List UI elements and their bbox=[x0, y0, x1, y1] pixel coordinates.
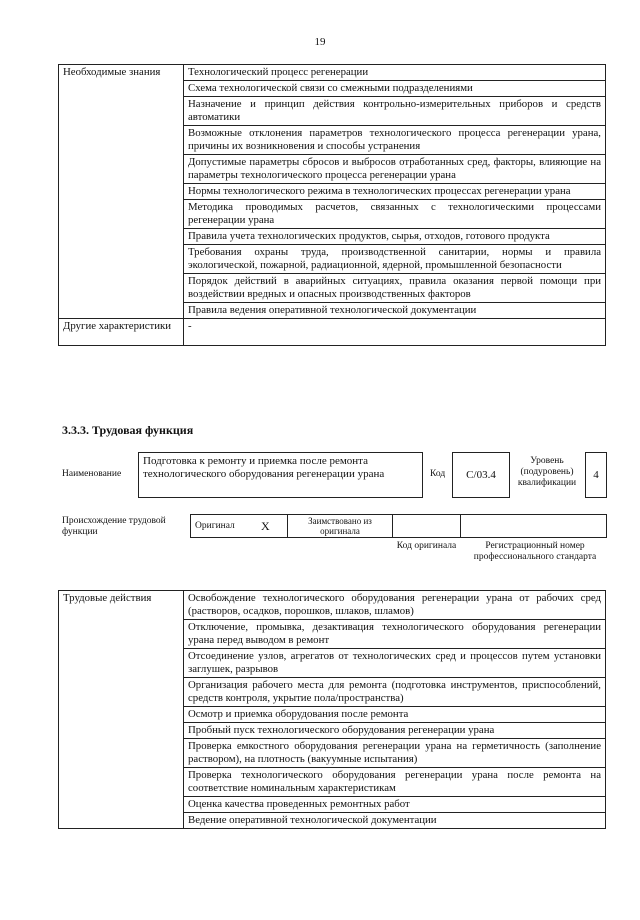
page-number: 19 bbox=[314, 36, 326, 48]
action-row-group-label: Трудовые действия bbox=[59, 591, 184, 829]
function-code: C/03.4 bbox=[452, 452, 510, 498]
knowledge-row-text: Схема технологической связи со смежными подразделениями bbox=[184, 81, 606, 97]
knowledge-row-text: Правила ведения оперативной технологической документации bbox=[184, 303, 606, 319]
actions-table bbox=[58, 590, 606, 829]
action-row-text: Освобождение технологического оборудования регенерации урана от рабочих сред (растворов, осадков, порошков, шлаков, шламов) bbox=[184, 591, 606, 620]
code-label: Код bbox=[430, 469, 446, 479]
knowledge-row-text: Методика проводимых расчетов, связанных с технологическими процессами регенерации урана bbox=[184, 200, 606, 229]
level-label: Уровень (подуровень) квалификации bbox=[517, 456, 577, 488]
action-row-text: Отсоединение узлов, агрегатов от технологических сред и процессов путем установки заглушек, разрывов bbox=[184, 649, 606, 678]
origin-original-cell bbox=[190, 514, 288, 538]
other-characteristics-row bbox=[59, 319, 606, 346]
section-heading: 3.3.3. Трудовая функция bbox=[62, 423, 194, 437]
original-mark: X bbox=[261, 519, 270, 533]
knowledge-row-text: Возможные отклонения параметров технологического процесса регенерации урана, причины их возникновения и способы устранения bbox=[184, 126, 606, 155]
code-caption: Код оригинала bbox=[396, 541, 457, 551]
level-value: 4 bbox=[585, 452, 607, 498]
knowledge-row bbox=[59, 65, 606, 81]
knowledge-row-text: Порядок действий в аварийных ситуациях, правила оказания первой помощи при воздействии вредных и опасных производственных факторов bbox=[184, 274, 606, 303]
action-row-text: Ведение оперативной технологической документации bbox=[184, 813, 606, 829]
name-label: Наименование bbox=[62, 469, 122, 479]
knowledge-row-text: Технологический процесс регенерации bbox=[184, 65, 606, 81]
knowledge-table bbox=[58, 64, 606, 346]
action-row-text: Проверка технологического оборудования регенерации урана после ремонта на соответствие номинальным характеристикам bbox=[184, 768, 606, 797]
original-code-cell bbox=[392, 514, 461, 538]
knowledge-row-text: Нормы технологического режима в технологических процессах регенерации урана bbox=[184, 184, 606, 200]
action-row-text: Организация рабочего места для ремонта (подготовка инструментов, приспособлений, средств контроля, укрытие пола/пространства) bbox=[184, 678, 606, 707]
knowledge-row-text: Допустимые параметры сбросов и выбросов отработанных сред, факторы, влияющие на параметры технологического процесса регенерации урана bbox=[184, 155, 606, 184]
borrowed-label: Заимствовано из оригинала bbox=[308, 516, 372, 536]
function-name-box bbox=[138, 452, 423, 498]
reg-number-cell bbox=[460, 514, 607, 538]
knowledge-row-text: Правила учета технологических продуктов, сырья, отходов, готового продукта bbox=[184, 229, 606, 245]
other-characteristics-label: Другие характеристики bbox=[59, 319, 184, 346]
action-row-text: Проверка емкостного оборудования регенерации урана на герметичность (заполнение раствором), на плотность (вакуумные испытания) bbox=[184, 739, 606, 768]
action-row-text: Отключение, промывка, дезактивация технологического оборудования регенерации урана перед выводом в ремонт bbox=[184, 620, 606, 649]
action-row-text: Осмотр и приемка оборудования после ремонта bbox=[184, 707, 606, 723]
action-row-text: Оценка качества проведенных ремонтных работ bbox=[184, 797, 606, 813]
origin-label: Происхождение трудовой функции bbox=[62, 516, 166, 537]
knowledge-row-group-label: Необходимые знания bbox=[59, 65, 184, 319]
original-label: Оригинал bbox=[195, 521, 235, 531]
knowledge-row-text: Требования охраны труда, производственной санитарии, нормы и правила экологической, пожарной, радиационной, ядерной, промышленной безопасности bbox=[184, 245, 606, 274]
action-row bbox=[59, 591, 606, 620]
other-characteristics-value: - bbox=[184, 319, 606, 346]
knowledge-row-text: Назначение и принцип действия контрольно-измерительных приборов и средств автоматики bbox=[184, 97, 606, 126]
borrowed-cell bbox=[287, 514, 393, 538]
action-row-text: Пробный пуск технологического оборудования регенерации урана bbox=[184, 723, 606, 739]
function-name: Подготовка к ремонту и приемка после ремонта технологического оборудования регенерации урана bbox=[143, 455, 385, 480]
reg-caption: Регистрационный номер профессионального стандарта bbox=[473, 541, 597, 562]
